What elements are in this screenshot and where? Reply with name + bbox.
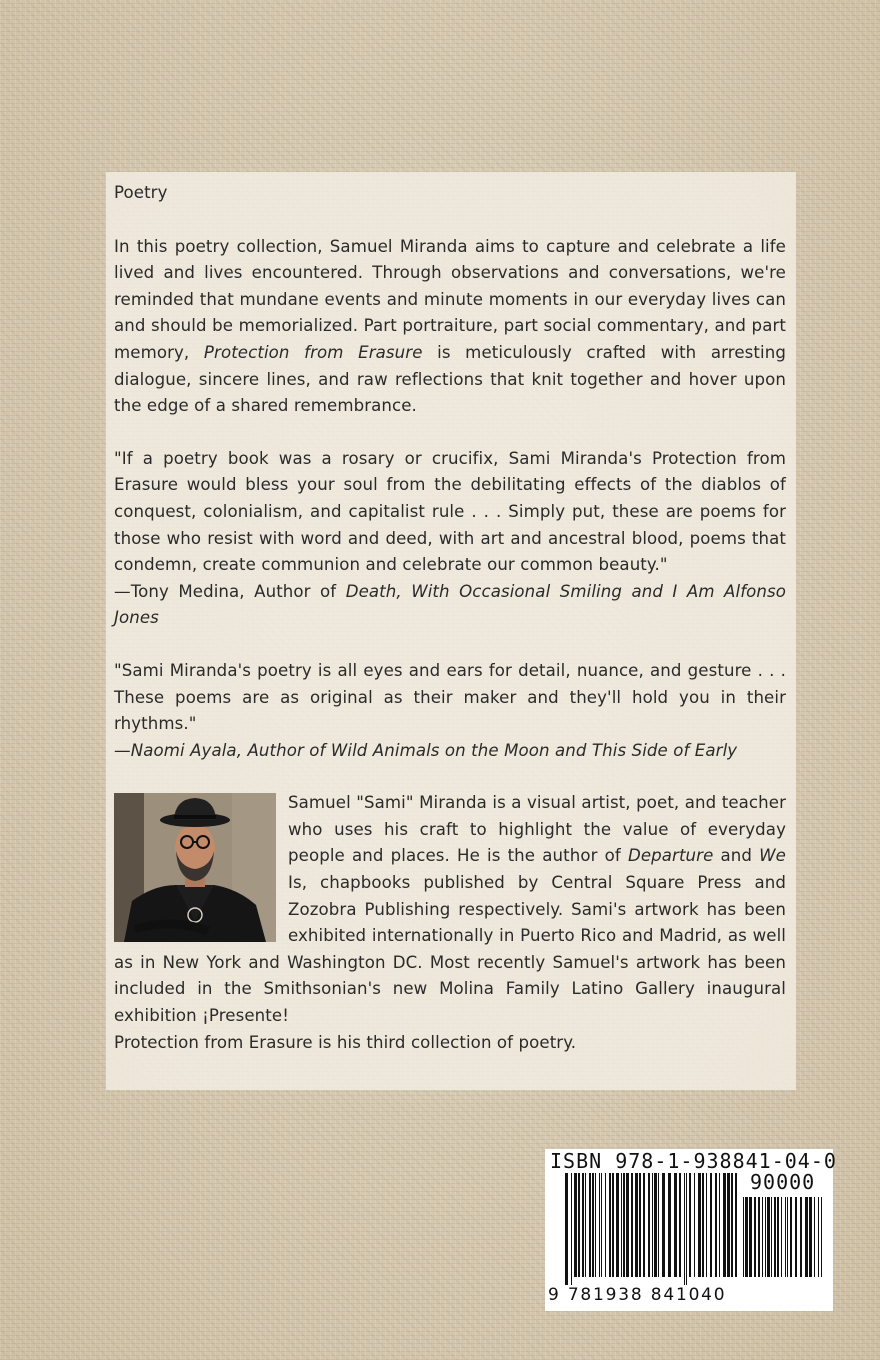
- author-bio: [114, 790, 786, 1056]
- bio-closing: Protection from Erasure is his third collection of poetry.: [114, 1032, 577, 1052]
- bio-text: Samuel "Sami" Miranda is a visual artist, poet, and teacher who uses his craft to highlight the value of everyday people and places. He is the author of Departure and We Is, chapbooks published by Central Square Press and Zozobra Publishing respectively. Sami's artwork has been exhibited internationally in Puerto Rico and Madrid, as well as in New York and Washington DC. Most recently Samuel's artwork has been included in the Smithsonian's new Molina Family Latino Gallery inaugural exhibition ¡Presente!: [114, 793, 786, 1026]
- blurb-medina: [114, 446, 786, 632]
- author-photo: [114, 793, 276, 942]
- book-title: Protection from Erasure: [203, 342, 423, 362]
- blurb-attribution: —Tony Medina, Author of Death, With Occasional Smiling and I Am Alfonso Jones: [114, 581, 787, 628]
- ean-digits: 9 781938 841040: [548, 1285, 727, 1305]
- isbn-barcode: [545, 1149, 837, 1311]
- blurb-attribution: —Naomi Ayala, Author of Wild Animals on the Moon and This Side of Early: [114, 740, 738, 760]
- isbn-number: ISBN 978-1-938841-04-0: [550, 1149, 837, 1173]
- blurb-quote: "If a poetry book was a rosary or crucifix, Sami Miranda's Protection from Erasure would bless your soul from the debilitating effects of the diablos of conquest, colonialism, and capitalist rule . . . Simply put, these are poems for those who resist with word and deed, with art and ancestral blood, poems that condemn, create communion and celebrate our common beauty.": [114, 448, 786, 575]
- book-description: In this poetry collection, Samuel Miranda aims to capture and celebrate a life lived and lives encountered. Through observations and conversations, we're reminded that mundane events and minute moments in our everyday lives can and should be memorialized. Part portraiture, part social commentary, and part memory, Protection from Erasure is meticulously crafted with arresting dialogue, sincere lines, and raw reflections that knit together and hover upon the edge of a shared remembrance.: [114, 236, 786, 416]
- blurb-quote: "Sami Miranda's poetry is all eyes and ears for detail, nuance, and gesture . . . These poems are as original as their maker and they'll hold you in their rhythms.": [114, 660, 786, 734]
- price-code: 90000: [750, 1170, 816, 1194]
- genre-label: Poetry: [114, 183, 168, 202]
- back-cover-content: [114, 180, 786, 1056]
- author-portrait-image: [114, 793, 276, 942]
- blurb-ayala: [114, 658, 786, 764]
